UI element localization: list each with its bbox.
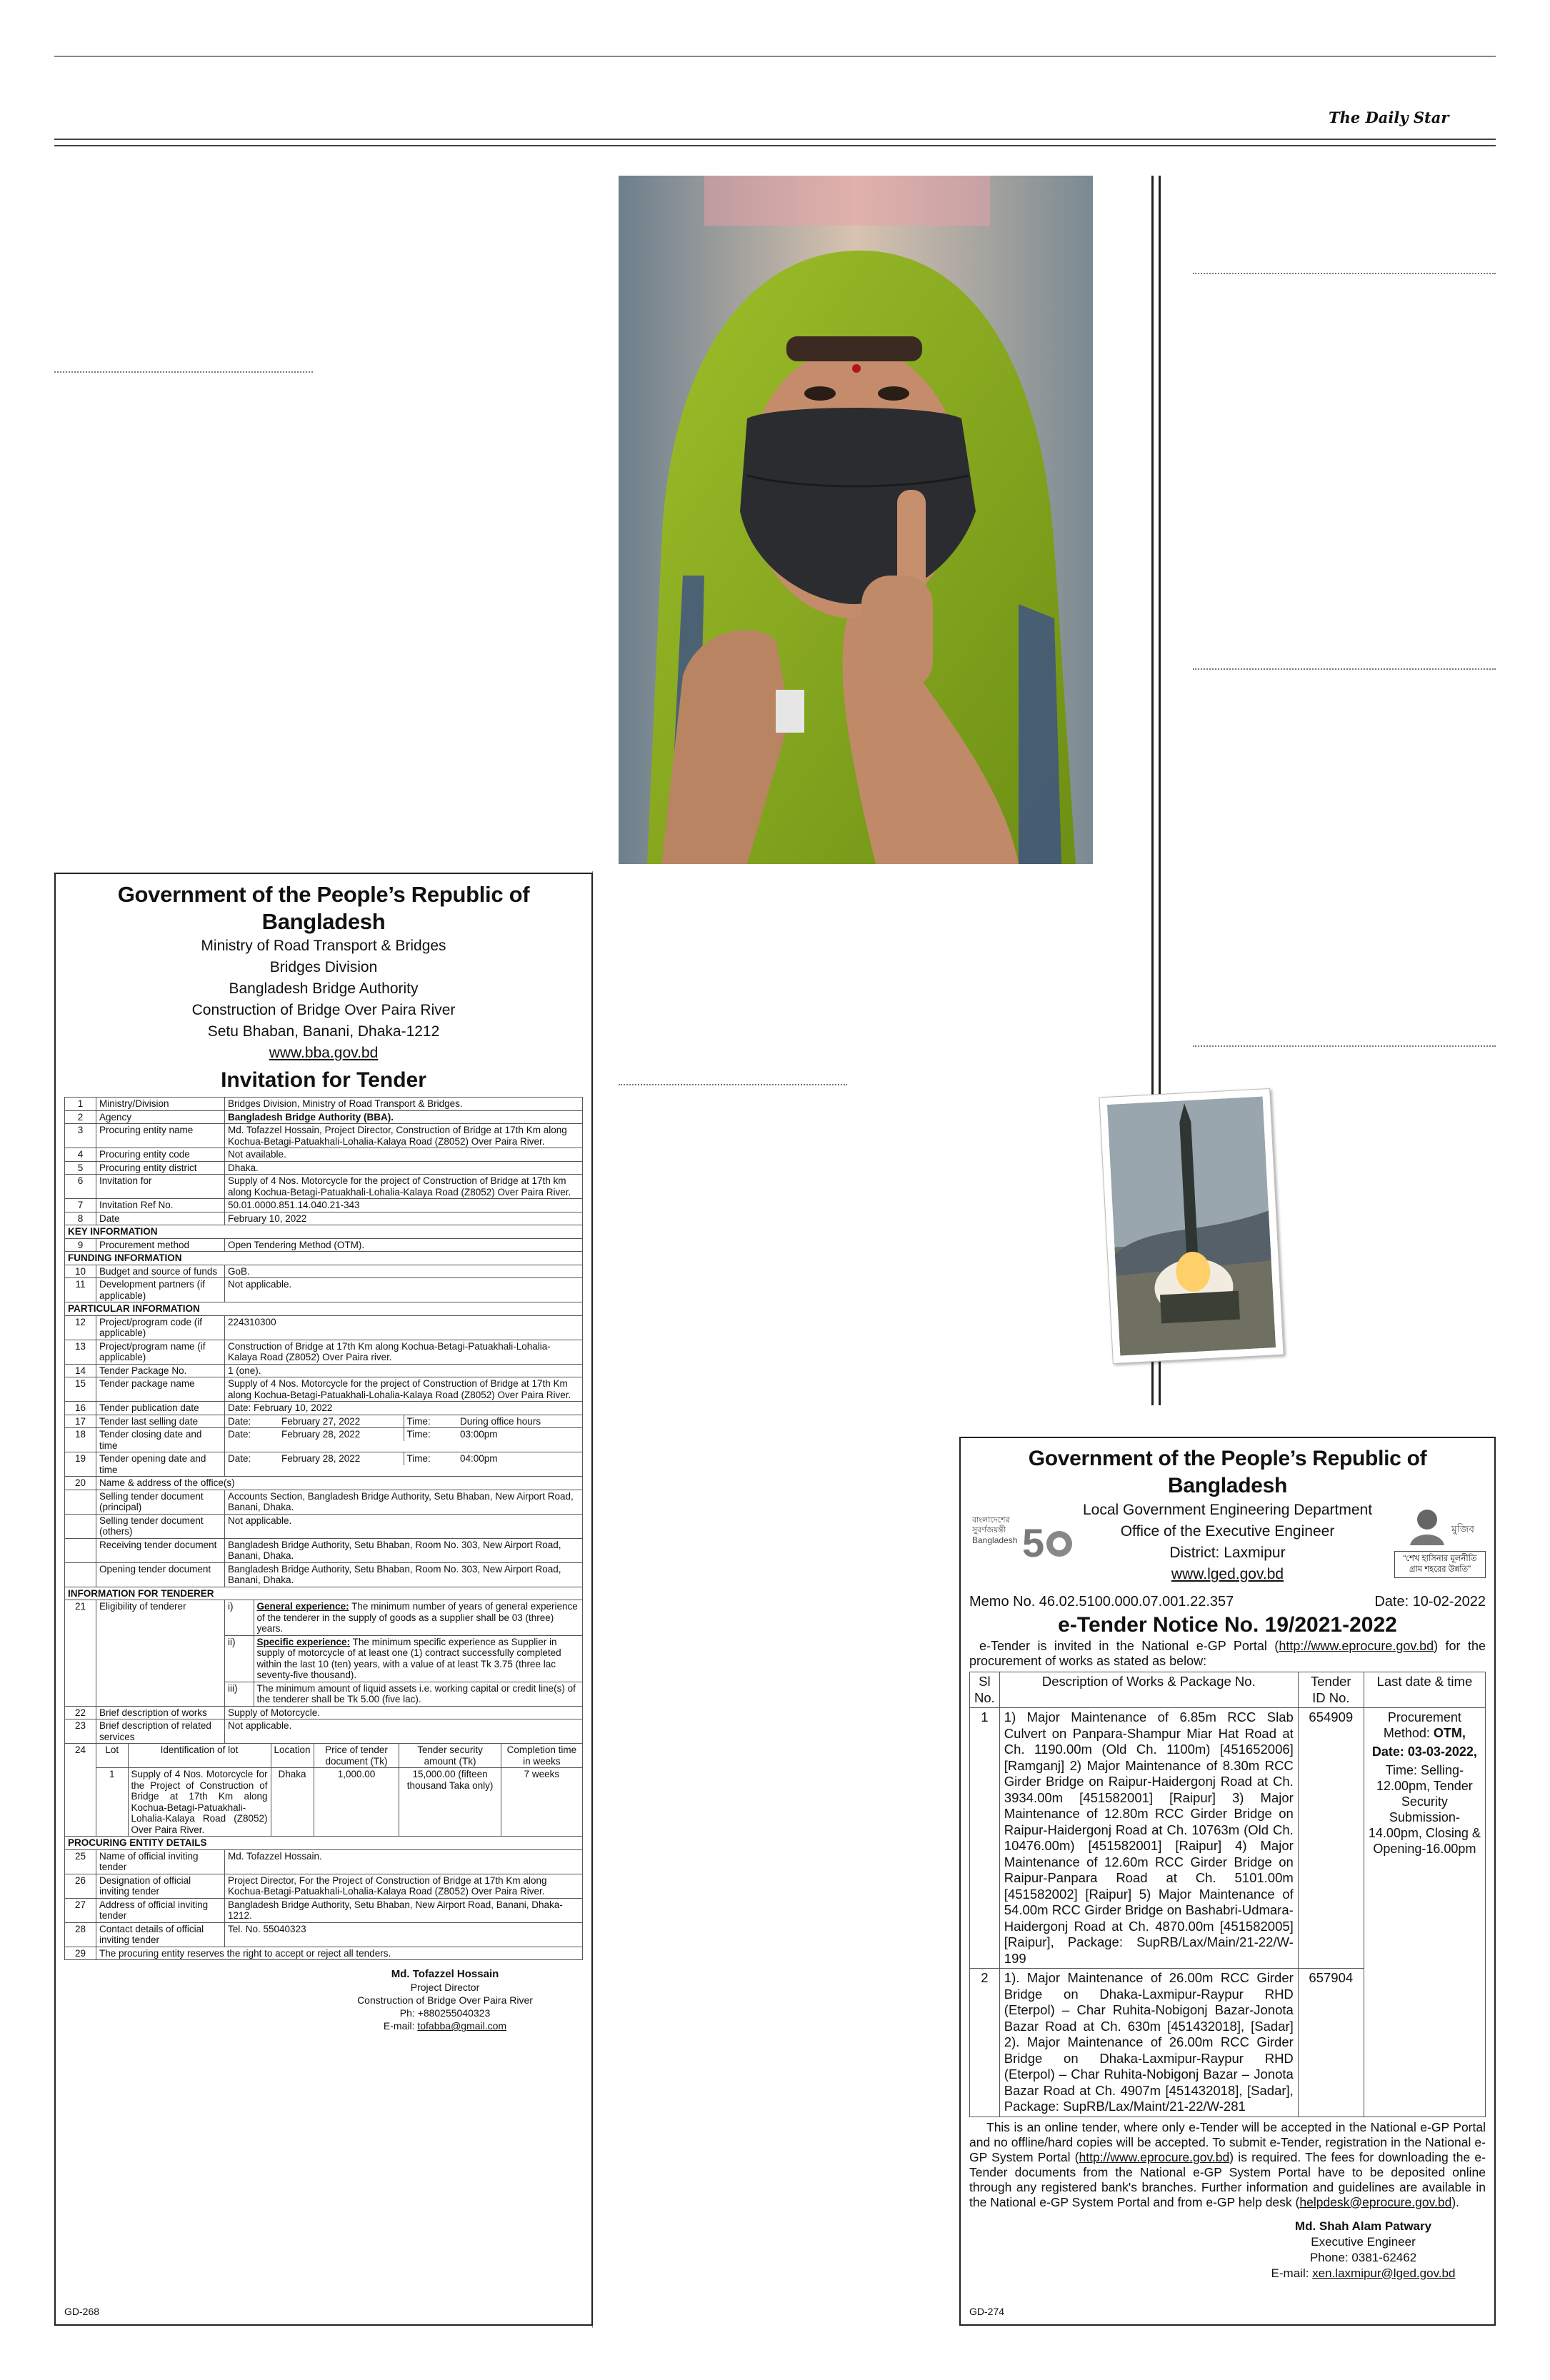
table-row: 2 1). Major Maintenance of 26.00m RCC Girder Bridge on Dhaka-Laxmipur-Raypur RHD (Eterpol) – Char Ruhita-Nobigonj Bazar-Jonota Bazar Road at Ch. 630m [451432018], [Sadar] 2). Major Maintenance of 26.00m RCC Girder Bridge on Dhaka-Laxmipur-Raypur RHD (Eterpol) – Char Ruhita-Nobigonj Bazar – Jonota Bazar Road at Ch. 4907m [451432018], [Sadar], Package: SupRB/Lax/Maint/21-22/W-281 657904 <box>970 1969 1486 2117</box>
email-link[interactable]: xen.laxmipur@lged.gov.bd <box>1312 2266 1456 2280</box>
section-header: INFORMATION FOR TENDERER <box>65 1587 583 1600</box>
ad-subtitle: Construction of Bridge Over Paira River <box>191 1002 456 1018</box>
memo-number: Memo No. 46.02.5100.000.07.001.22.357 <box>969 1594 1234 1610</box>
table-row: 10 Budget and source of funds GoB. <box>65 1265 583 1278</box>
ad-title: Government of the People’s Republic of Bangladesh <box>117 882 530 934</box>
table-row: 11 Development partners (if applicable) Not applicable. <box>65 1278 583 1302</box>
intro-text: e-Tender is invited in the National e-GP Portal (http://www.eprocure.gov.bd) for the procurement of works as stated as below: <box>969 1639 1486 1668</box>
ad-heading: e-Tender Notice No. 19/2021-2022 <box>1058 1613 1397 1637</box>
table-row: 25 Name of official inviting tender Md. Tofazzel Hossain. <box>65 1849 583 1874</box>
table-row: 3 Procuring entity name Md. Tofazzel Hossain, Project Director, Construction of Bridge at 17th Km along Kochua-Betagi-Patuakhali-Lohalia-Kalaya Road (Z8052) Over Paira River. <box>65 1124 583 1148</box>
ad-website-link[interactable]: www.lged.gov.bd <box>1171 1566 1284 1582</box>
section-header: KEY INFORMATION <box>65 1225 583 1239</box>
svg-text:সুবর্ণজয়ন্তী: সুবর্ণজয়ন্তী <box>972 1525 1006 1535</box>
header-rule-2 <box>54 145 1496 146</box>
memo-date: Date: 10-02-2022 <box>1374 1594 1486 1610</box>
table-row: 15 Tender package name Supply of 4 Nos. Motorcycle for the project of Construction of Bridge at 17th Km along Kochua-Betagi-Patuakhali-Lohalia-Kalaya Road (Z8052) Over Paira River. <box>65 1377 583 1402</box>
table-row: 23 Brief description of related services Not applicable. <box>65 1719 583 1744</box>
table-row: 24 Lot Identification of lot Location Price of tender document (Tk) Tender security amount (Tk) Completion time in weeks 1 Supply of 4 Nos. Motorcycle for the Project of Construction of Bridge at 17th Km along Kochua-Betagi-Patuakhali-Lohalia-Kalaya Road (Z8052) Over Paira River. Dhaka 1,000.00 15,000.00 (fifteen thousand Taka only) 7 weeks <box>65 1744 583 1837</box>
news-photo <box>619 176 1093 864</box>
table-row: 14 Tender Package No. 1 (one). <box>65 1364 583 1377</box>
portrait-icon <box>1394 1504 1486 1547</box>
separator <box>619 1084 847 1085</box>
missile-photo <box>1099 1088 1284 1364</box>
ad-website-link[interactable]: www.bba.gov.bd <box>269 1045 379 1061</box>
section-header: PARTICULAR INFORMATION <box>65 1302 583 1316</box>
table-row: 26 Designation of official inviting tender Project Director, For the Project of Construction of Bridge at 17th Km along Kochua-Betagi-Patuakhali-Lohalia-Kalaya Road (Z8052) Over Paira River. <box>65 1874 583 1898</box>
signature-block: Md. Shah Alam Patwary Executive Engineer Phone: 0381-62462 E-mail: xen.laxmipur@lged.gov.bd <box>1271 2219 1456 2280</box>
email-link[interactable]: tofabba@gmail.com <box>417 2020 507 2032</box>
eprocure-link[interactable]: http://www.eprocure.gov.bd <box>1279 1639 1434 1653</box>
separator <box>1193 273 1496 274</box>
table-row: 13 Project/program name (if applicable) Construction of Bridge at 17th Km along Kochua-Betagi-Patuakhali-Lohalia-Kalaya Road (Z8052) Over Paira river. <box>65 1340 583 1364</box>
table-row: 2 Agency Bangladesh Bridge Authority (BBA). <box>65 1110 583 1124</box>
table-row: 16 Tender publication date Date: February 10, 2022 <box>65 1402 583 1415</box>
table-row: 1 Ministry/Division Bridges Division, Ministry of Road Transport & Bridges. <box>65 1098 583 1111</box>
signature-block: Md. Tofazzel Hossain Project Director Construction of Bridge Over Paira River Ph: +880255040323 E-mail: tofabba@gmail.com <box>357 1968 533 2032</box>
ad-subtitle: Office of the Executive Engineer <box>1120 1523 1335 1540</box>
tender-table <box>64 1097 583 1960</box>
helpdesk-link[interactable]: helpdesk@eprocure.gov.bd <box>1299 2194 1452 2209</box>
header-rule-1 <box>54 139 1496 140</box>
table-row: 4 Procuring entity code Not available. <box>65 1148 583 1162</box>
bangladesh-50-logo <box>969 1504 1076 1575</box>
top-rule <box>54 56 1496 57</box>
ad-subtitle: Bangladesh Bridge Authority <box>229 980 419 997</box>
slogan-box: “শেখ হাসিনার মূলনীতি গ্রাম শহরের উন্নতি” <box>1394 1551 1486 1578</box>
table-row: 6 Invitation for Supply of 4 Nos. Motorcycle for the project of Construction of Bridge at 17th km along Kochua-Betagi-Patuakhali-Lohalia-Kalaya Road (Z8052) Over Paira River. <box>65 1175 583 1199</box>
table-row: 27 Address of official inviting tender Bangladesh Bridge Authority, Setu Bhaban, New Airport Road, Banani, Dhaka-1212. <box>65 1898 583 1922</box>
section-header: FUNDING INFORMATION <box>65 1252 583 1265</box>
section-header: PROCURING ENTITY DETAILS <box>65 1837 583 1850</box>
svg-text:বাংলাদেশের: বাংলাদেশের <box>972 1515 1010 1525</box>
table-row: 17 Tender last selling date Date: February 27, 2022 Time: During office hours <box>65 1415 583 1428</box>
lged-tender-ad <box>959 1437 1496 2326</box>
table-row: 22 Brief description of works Supply of Motorcycle. <box>65 1706 583 1719</box>
bba-tender-ad <box>54 873 593 2326</box>
masthead-logo: The Daily Star <box>1329 109 1449 126</box>
table-row: 5 Procuring entity district Dhaka. <box>65 1161 583 1175</box>
table-row: Receiving tender document Bangladesh Bridge Authority, Setu Bhaban, Room No. 303, New Airport Road, Banani, Dhaka. <box>65 1538 583 1562</box>
footer-text: This is an online tender, where only e-Tender will be accepted in the National e-GP Portal and no offline/hard copies will be accepted. To submit e-Tender, registration in the National e-GP System Portal (http://www.eprocure.gov.bd) is required. The fees for downloading the e-Tender documents from the National e-GP System Portal have to be deposited online through any registered bank's branches. Further information and guidelines are available in the National e-GP System Portal and from e-GP help desk (helpdesk@eprocure.gov.bd). <box>969 2119 1486 2209</box>
logo-text: Bangladesh <box>972 1535 1018 1545</box>
gd-code: GD-268 <box>64 2306 100 2317</box>
table-row: 1 1) Major Maintenance of 6.85m RCC Slab Culvert on Panpara-Shampur Miar Hat Road at Ch. 1190.00m (Old Ch. 1100m) [451652006] [Ramganj] 2) Major Maintenance of 8.30m RCC Girder Bridge on Raipur-Haidergonj Road at Ch. 3934.00m [451582001] [Raipur] 3) Major Maintenance of 12.80m RCC Girder Bridge on Raipur-Haidergonj Road at Ch. 10763m (Old Ch. 10476.00m) [451582001] [Raipur] 4) Major Maintenance of 12.60m RCC Girder Bridge on Raipur-Panpara Road at Ch. 5101.00m [451582002] [Raipur] 5) Major Maintenance of 54.00m RCC Girder Bridge on Bashabri-Udmara-Haidergonj Road at Ch. 4870.00m [451582005] [Raipur], Package: SupRB/Lax/Main/21-22/W-199 654909 Procurement Method: OTM, Date: 03-03-2022, Time: Selling-12.00pm, Tender Security Submission-14.00pm, Closing & Opening-16.00pm <box>970 1708 1486 1969</box>
ad-subtitle: Local Government Engineering Department <box>1082 1502 1373 1518</box>
svg-text:5: 5 <box>1022 1520 1045 1565</box>
ad-subtitle: Setu Bhaban, Banani, Dhaka-1212 <box>207 1023 440 1040</box>
ad-heading: Invitation for Tender <box>221 1068 426 1092</box>
ad-subtitle: Bridges Division <box>269 959 378 975</box>
table-row: 19 Tender opening date and time Date: February 28, 2022 Time: 04:00pm <box>65 1452 583 1477</box>
eprocure-link[interactable]: http://www.eprocure.gov.bd <box>1079 2149 1230 2164</box>
ad-title: Government of the People’s Republic of Bangladesh <box>1028 1447 1427 1497</box>
table-row: 7 Invitation Ref No. 50.01.0000.851.14.040.21-343 <box>65 1199 583 1212</box>
table-row: Opening tender document Bangladesh Bridge Authority, Setu Bhaban, Room No. 303, New Airport Road, Banani, Dhaka. <box>65 1562 583 1587</box>
table-row: 8 Date February 10, 2022 <box>65 1212 583 1225</box>
table-row: 12 Project/program code (if applicable) 224310300 <box>65 1315 583 1340</box>
table-row: 29 The procuring entity reserves the right to accept or reject all tenders. <box>65 1947 583 1960</box>
table-row: 9 Procurement method Open Tendering Method (OTM). <box>65 1238 583 1252</box>
svg-text:মুজিব: মুজিব <box>1451 1524 1475 1535</box>
ad-subtitle: District: Laxmipur <box>1169 1545 1286 1561</box>
table-row: 20 Name & address of the office(s) <box>65 1477 583 1490</box>
ad-subtitle: Ministry of Road Transport & Bridges <box>201 938 446 954</box>
separator <box>1193 1045 1496 1047</box>
table-row: Selling tender document (principal) Accounts Section, Bangladesh Bridge Authority, Setu Bhaban, New Airport Road, Banani, Dhaka. <box>65 1490 583 1514</box>
table-row: 28 Contact details of official inviting tender Tel. No. 55040323 <box>65 1922 583 1947</box>
table-row: 21 Eligibility of tenderer i) General experience: The minimum number of years of general experience of the tenderer in the supply of goods as a supplier shall be 03 (three) years. ii) Specific experience: The minimum specific experience as Supplier in supply of motorcycle of at least one (1) contract successfully completed within the last 10 (ten) years, with a value of at least Tk 3.75 (three lac seventy-five thousand). iii) The minimum amount of liquid assets i.e. working capital or credit line(s) of the tenderer shall be Tk 5.00 (five lac). <box>65 1600 583 1707</box>
table-row: Selling tender document (others) Not applicable. <box>65 1514 583 1538</box>
table-header: Sl No. Description of Works & Package No. Tender ID No. Last date & time <box>970 1672 1486 1708</box>
gd-code: GD-274 <box>969 2306 1005 2317</box>
separator <box>54 371 313 373</box>
separator <box>1193 668 1496 670</box>
works-table <box>969 1672 1486 2117</box>
table-row: 18 Tender closing date and time Date: February 28, 2022 Time: 03:00pm <box>65 1428 583 1452</box>
